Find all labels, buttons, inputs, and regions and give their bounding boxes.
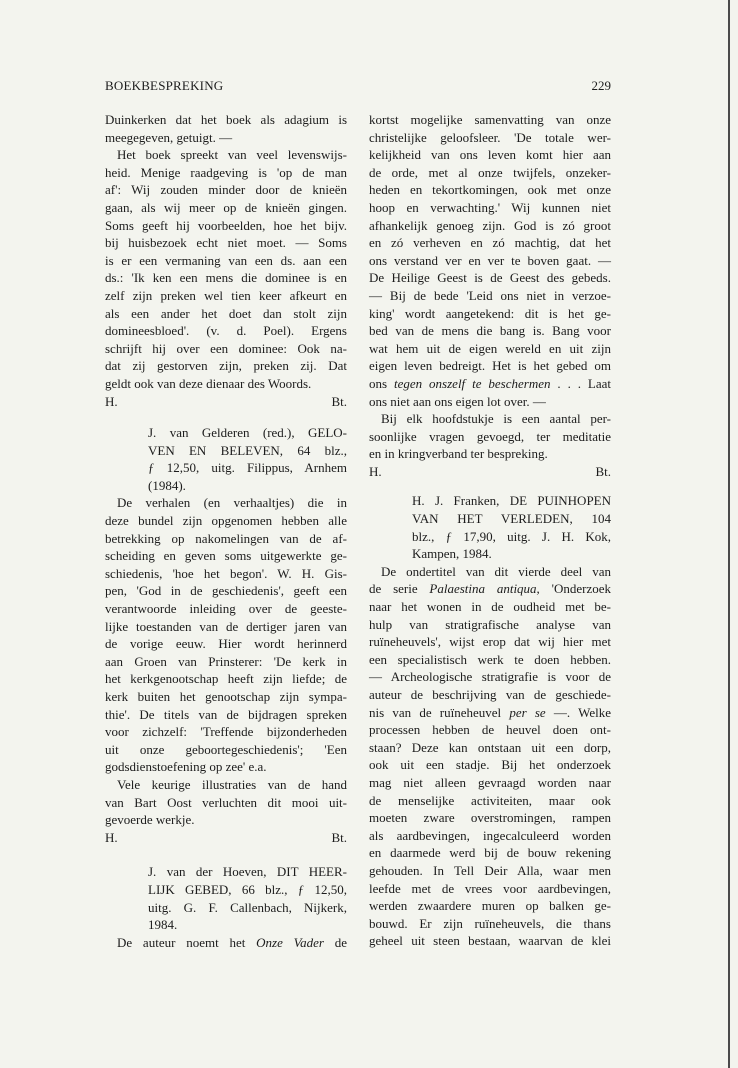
- text-line: H. J. Franken, DE PUINHOPEN: [412, 493, 611, 509]
- text-line: kerk buiten het genootschap zijn sympa-: [105, 689, 347, 704]
- text-line: J. van Gelderen (red.), GELO-: [148, 425, 347, 441]
- text-line: uit onze geboortegeschiedenis'; 'Een: [105, 741, 347, 757]
- text-line: christelijke geloofsleer. 'De totale wer-: [369, 129, 611, 145]
- text-line: Soms geeft hij voorbeelden, hoe het bijv.: [105, 217, 347, 233]
- paragraph: [369, 111, 611, 410]
- text-line: werden zwaardere muren op balken ge-: [369, 898, 611, 914]
- text-line: hulp van stratigrafische analyse van: [369, 616, 611, 632]
- running-title: BOEKBESPREKING: [105, 78, 224, 93]
- text-line: moeten zware overstromingen, rampen: [369, 810, 611, 826]
- text-line: blz., ƒ 17,90, uitg. J. H. Kok,: [412, 528, 611, 544]
- paragraph: [105, 934, 347, 952]
- paragraph: [105, 111, 347, 146]
- text-line: ook uit een stadje. Bij het onderzoek: [369, 757, 611, 773]
- text-line: en zó verheven en zó machtig, dat het: [369, 235, 611, 251]
- text-line: de menselijke activiteiten, maar ook: [369, 792, 611, 808]
- text-segment: 'Onderzoek: [539, 581, 611, 597]
- signature-initial: H.: [105, 393, 118, 409]
- text-line: ons niet aan ons eigen lot over. —: [369, 393, 546, 409]
- text-line: en in kringverband ter bespreking.: [369, 446, 548, 462]
- book-reference: [412, 492, 611, 562]
- signature-initial: H.: [105, 829, 118, 845]
- text-line: ds.: 'Ik ken een mens die dominee is en: [105, 270, 347, 286]
- text-line: leefde met de vrees voor aardbevingen,: [369, 880, 611, 896]
- text-line: betrekking op nakomelingen van de af-: [105, 530, 347, 546]
- paragraph: [369, 563, 611, 950]
- text-segment: de serie: [369, 581, 430, 597]
- signature-name: Bt.: [331, 829, 347, 845]
- text-line: meegegeven, getuigt. —: [105, 129, 233, 145]
- text-line: Bij elk hoofdstukje is een aantal per-: [381, 411, 611, 427]
- text-line: [369, 580, 611, 598]
- italic-text: tegen onszelf te beschermen: [393, 375, 551, 391]
- text-line: afhankelijk genoeg zijn. God is zó groot: [369, 217, 611, 233]
- review-signature: [105, 829, 347, 847]
- page-number: 229: [591, 78, 611, 93]
- text-line: king' wordt aangetekend: dit is het ge-: [369, 305, 611, 321]
- text-line: kortst mogelijke samenvatting van onze: [369, 112, 611, 127]
- text-line: [369, 704, 611, 722]
- left-column: [105, 111, 347, 951]
- text-line: aan Groen van Prinsterer: 'De kerk in: [105, 653, 347, 669]
- text-line: De ondertitel van dit vierde deel van: [381, 563, 611, 579]
- review-signature: [369, 463, 611, 481]
- text-line: thie'. De titels van de bijdragen spreken: [105, 706, 347, 722]
- text-line: processen hebben de heuvel doen ont-: [369, 722, 611, 738]
- paragraph: [105, 146, 347, 392]
- text-line: eigen leven bedreigt. Het is het gebed om: [369, 358, 611, 374]
- right-column: [369, 111, 611, 950]
- text-line: ons verstand ver en ver te boven gaat. —: [369, 252, 611, 268]
- text-line: is er een vermaning van een ds. aan een: [105, 252, 347, 268]
- text-line: bed van de mens die bang is. Bang voor: [369, 323, 611, 339]
- text-line: auteur de beschrijving van de geschiede-: [369, 687, 611, 702]
- text-line: Duinkerken dat het boek als adagium is: [105, 112, 347, 127]
- page-edge-shadow: [728, 0, 730, 1068]
- signature-initial: H.: [369, 463, 382, 479]
- signature-name: Bt.: [595, 463, 611, 479]
- text-line: staan? Deze kan ontstaan uit een dorp,: [369, 739, 611, 755]
- text-line: 1984.: [148, 917, 178, 933]
- text-segment: —. Welke: [545, 704, 611, 720]
- text-line: gehouden. In Tell Deir Alla, waar men: [369, 862, 611, 878]
- text-line: gaan, als wij meer op de knieën gingen.: [105, 199, 347, 215]
- text-line: pen, 'God in de geschiedenis', geeft een: [105, 583, 347, 599]
- text-line: als aardbevingen, ingecalculeerd worden: [369, 827, 611, 843]
- text-line: uitg. G. F. Callenbach, Nijkerk,: [148, 899, 347, 915]
- text-line: verantwoorde inleiding over de geeste-: [105, 601, 347, 617]
- signature-name: Bt.: [331, 393, 347, 409]
- text-line: domineesbloed'. (v. d. Poel). Ergens: [105, 323, 347, 339]
- text-line: De Heilige Geest is de Geest des gebeds.: [369, 270, 611, 286]
- text-line: en daarmede werd bij de bouw rekening: [369, 845, 611, 861]
- text-line: bouwd. Er zijn ruïneheuvels, die thans: [369, 915, 611, 931]
- text-line: schiedenis, 'hoe het begon'. W. H. Gis-: [105, 565, 347, 581]
- text-line: wat hem uit de eigen wereld en uit zijn: [369, 340, 611, 356]
- text-line: naar het wonen in de oudheid met be-: [369, 599, 611, 615]
- text-line: van Bart Oost verluchten dit mooi uit-: [105, 794, 347, 810]
- text-line: een specialistisch werk te doen hebben.: [369, 651, 611, 667]
- text-line: ruïneheuvels', wijst erop dat wij hier met: [369, 634, 611, 650]
- text-line: bij huisbezoek echt niet moet. — Soms: [105, 235, 347, 251]
- text-line: de vorige eeuw. Hier wordt herinnerd: [105, 636, 347, 652]
- text-line: als een ander het doet dan stolt zijn: [105, 305, 347, 321]
- text-line: af': Wij zouden minder door de knieën: [105, 182, 347, 198]
- text-line: kelijkheid van ons leven komt hier aan: [369, 147, 611, 163]
- text-segment: ons: [369, 375, 394, 391]
- text-line: ƒ 12,50, uitg. Filippus, Arnhem: [148, 460, 347, 476]
- paragraph: [369, 410, 611, 463]
- text-line: Kampen, 1984.: [412, 546, 492, 562]
- text-line: VEN EN BELEVEN, 64 blz.,: [148, 442, 347, 458]
- paragraph: [105, 494, 347, 776]
- text-line: VAN HET VERLEDEN, 104: [412, 511, 611, 527]
- text-line: heid. Menige raadgeving is 'op de man: [105, 164, 347, 180]
- text-line: gevoerde werkje.: [105, 812, 195, 828]
- text-segment: nis van de ruïneheuvel: [369, 704, 510, 720]
- text-line: lijke toestanden van de dertiger jaren van: [105, 618, 347, 634]
- text-line: LIJK GEBED, 66 blz., ƒ 12,50,: [148, 881, 347, 897]
- text-line: Vele keurige illustraties van de hand: [117, 776, 347, 792]
- text-line: scheiding en geven soms uitgewerkte ge-: [105, 548, 347, 564]
- review-signature: [105, 393, 347, 411]
- text-line: het kerkgenootschap heeft zijn liefde; de: [105, 671, 347, 687]
- text-line: voor zichzelf: 'Treffende bijzonderheden: [105, 724, 347, 740]
- text-line: geheel uit steen bestaan, waarvan de klei: [369, 933, 611, 949]
- text-line: Het boek spreekt van veel levenswijs-: [117, 147, 347, 163]
- text-line: mag niet alleen gevraagd worden naar: [369, 774, 611, 790]
- text-line: De verhalen (en verhaaltjes) die in: [117, 495, 347, 511]
- paragraph: [105, 776, 347, 829]
- text-segment: . . . Laat: [550, 375, 612, 391]
- text-line: geldt ook van deze dienaar des Woords.: [105, 375, 312, 391]
- text-line: soonlijke vragen gevoegd, ter meditatie: [369, 428, 611, 444]
- book-reference: [148, 424, 347, 494]
- text-segment: De auteur noemt het: [117, 934, 257, 950]
- text-line: [369, 375, 611, 393]
- text-line: deze bundel zijn opgenomen hebben alle: [105, 513, 347, 529]
- text-line: hoop en verwachting.' Wij kunnen niet: [369, 199, 611, 215]
- text-line: godsdienstoefening op zee' e.a.: [105, 759, 267, 775]
- text-line: schrijft hij over een dominee: Ook na-: [105, 340, 347, 356]
- book-reference: [148, 863, 347, 933]
- text-line: de orde, met al onze twijfels, onzeker-: [369, 164, 611, 180]
- text-line: zelf zijn preken wel tien keer afkeurt en: [105, 287, 347, 303]
- text-line: (1984).: [148, 477, 186, 493]
- italic-text: Onze Vader: [256, 934, 324, 950]
- text-line: — Archeologische stratigrafie is voor de: [369, 669, 611, 685]
- text-line: [105, 934, 347, 952]
- text-segment: de: [323, 934, 347, 950]
- text-line: — Bij de bede 'Leid ons niet in verzoe-: [369, 287, 611, 303]
- text-line: J. van der Hoeven, DIT HEER-: [148, 864, 347, 880]
- text-line: dat zij gestorven zijn, preken zij. Dat: [105, 358, 347, 374]
- italic-text: per se: [509, 704, 546, 720]
- text-line: heden en tekortkomingen, ook met onze: [369, 182, 611, 198]
- italic-text: Palaestina antiqua,: [429, 581, 540, 597]
